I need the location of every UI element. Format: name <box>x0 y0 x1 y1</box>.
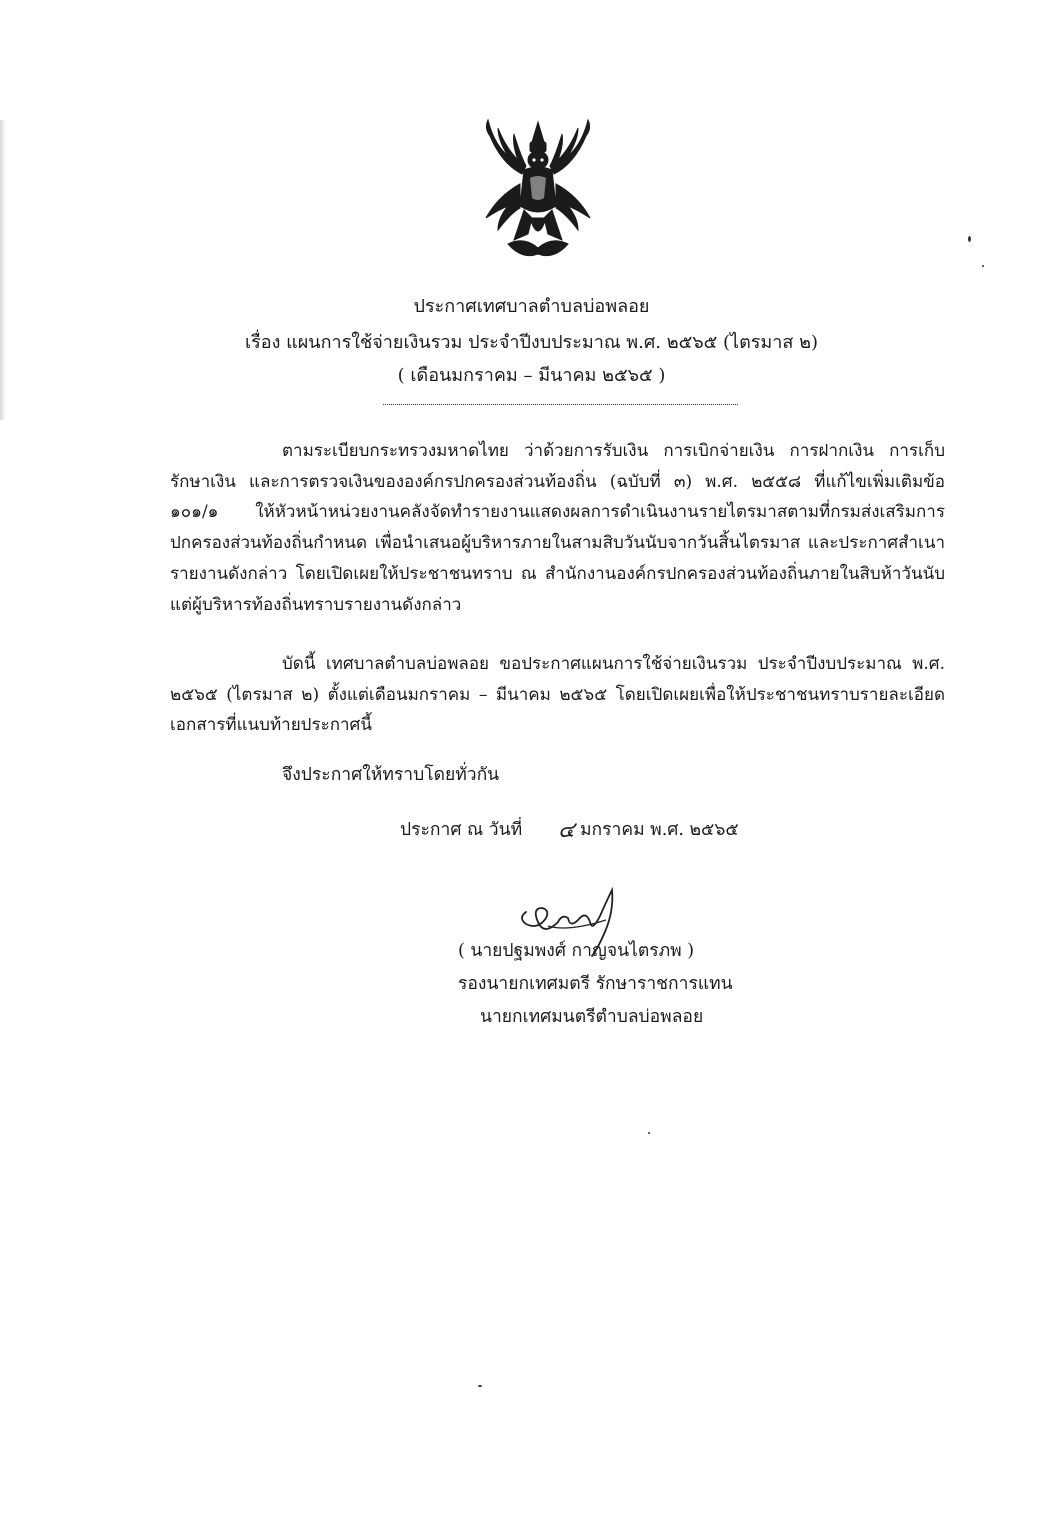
body-paragraph-2 <box>170 649 945 741</box>
signer-position-2: นายกเทศมนตรีตำบลบ่อพลอย <box>480 1007 704 1027</box>
garuda-emblem-icon <box>468 114 608 262</box>
announcement-subject: เรื่อง แผนการใช้จ่ายเงินรวม ประจำปีงบประมาณ พ.ศ. ๒๕๖๕ (ไตรมาส ๒) <box>244 332 818 353</box>
closing-line: จึงประกาศให้ทราบโดยทั่วกัน <box>282 765 500 785</box>
date-month-year: มกราคม พ.ศ. ๒๕๖๕ <box>580 820 739 840</box>
scan-speck <box>478 1385 482 1387</box>
announcement-org-title: ประกาศเทศบาลตำบลบ่อพลอย <box>413 296 650 317</box>
signer-name: ( นายปฐมพงศ์ กาญจนไตรภพ ) <box>458 941 695 961</box>
scan-speck <box>968 236 971 242</box>
announcement-period: ( เดือนมกราคม – มีนาคม ๒๕๖๕ ) <box>397 365 666 386</box>
header-divider <box>383 404 738 405</box>
handwritten-day: ๔ <box>558 818 575 843</box>
scan-speck <box>648 1132 650 1134</box>
signer-position-1: รองนายกเทศมตรี รักษาราชการแทน <box>458 974 733 994</box>
date-prefix: ประกาศ ณ วันที่ <box>400 820 523 840</box>
body-paragraph-2-text: บัดนี้ เทศบาลตำบลบ่อพลอย ขอประกาศแผนการใช้จ่ายเงินรวม ประจำปีงบประมาณ พ.ศ. ๒๕๖๕ (ไตรมาส ๒) ตั้งแต่เดือนมกราคม – มีนาคม ๒๕๖๕ โดยเปิดเผยเพื่อให้ประชาชนทราบรายละเอียดเอกสารที่แนบท้ายประกาศนี้ <box>170 654 945 736</box>
body-paragraph-1-text: ตามระเบียบกระทรวงมหาดไทย ว่าด้วยการรับเงิน การเบิกจ่ายเงิน การฝากเงิน การเก็บรักษาเงิน และการตรวจเงินขององค์กรปกครองส่วนท้องถิ่น (ฉบับที่ ๓) พ.ศ. ๒๕๕๘ ที่แก้ไขเพิ่มเติมข้อ ๑๐๑/๑ ให้หัวหน้าหน่วยงานคลังจัดทำรายงานแสดงผลการดำเนินงานรายไตรมาสตามที่กรมส่งเสริมการปกครองส่วนท้องถิ่นกำหนด เพื่อนำเสนอผู้บริหารภายในสามสิบวันนับจากวันสิ้นไตรมาส และประกาศสำเนารายงานดังกล่าว โดยเปิดเผยให้ประชาชนทราบ ณ สำนักงานองค์กรปกครองส่วนท้องถิ่นภายในสิบห้าวันนับแต่ผู้บริหารท้องถิ่นทราบรายงานดังกล่าว <box>170 441 945 615</box>
body-paragraph-1 <box>170 436 945 620</box>
scan-speck <box>982 265 984 267</box>
